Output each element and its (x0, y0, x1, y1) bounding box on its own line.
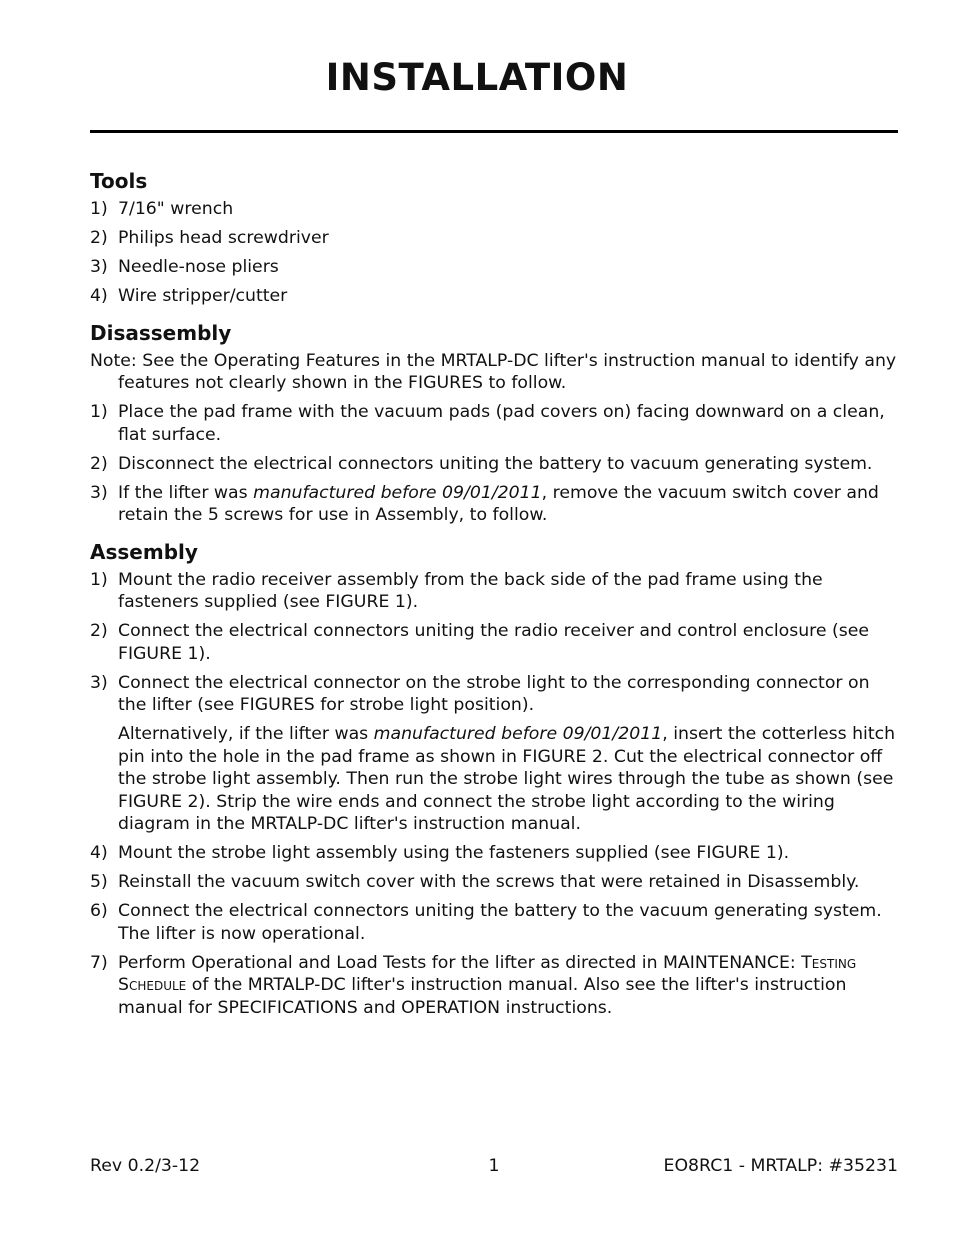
item-number: 3) (90, 257, 108, 277)
list-item (90, 453, 900, 476)
item-number: 7) (90, 952, 108, 973)
list-item (90, 672, 900, 836)
item-number: 2) (90, 228, 108, 248)
tools-list (90, 198, 900, 308)
alternative-paragraph (118, 723, 900, 836)
item-number: 6) (90, 901, 108, 921)
item-text: Connect the electrical connectors uniting the battery to the vacuum generating system. The lifter is now operational. (118, 901, 882, 944)
list-item (90, 482, 900, 527)
item-text: Disconnect the electrical connectors uniting the battery to vacuum generating system. (118, 453, 873, 474)
item-text: 7/16" wrench (118, 199, 234, 219)
item-text-italic: manufactured before 09/01/2011 (253, 482, 542, 503)
item-text-pre: If the lifter was (118, 482, 254, 503)
item-text: Reinstall the vacuum switch cover with the screws that were retained in Disassembly. (118, 872, 860, 892)
item-number: 5) (90, 872, 108, 892)
item-text-pre: Perform Operational and Load Tests for the lifter as directed in MAINTENANCE: (118, 952, 802, 973)
item-number: 1) (90, 199, 108, 219)
footer-document-id: EO8RC1 - MRTALP: #35231 (663, 1156, 898, 1176)
document-body (90, 170, 900, 1033)
item-text-post: of the MRTALP-DC lifter's instruction manual. Also see the lifter's instruction manual for SPECIFICATIONS and OPERATION instructions. (118, 975, 847, 1018)
assembly-section (90, 541, 900, 1020)
item-number: 1) (90, 569, 108, 590)
list-item (90, 842, 900, 865)
tools-section (90, 170, 900, 308)
list-item (90, 198, 900, 221)
list-item (90, 900, 900, 945)
item-text: Place the pad frame with the vacuum pads (pad covers on) facing downward on a clean, flat surface. (118, 402, 885, 445)
disassembly-note: Note: See the Operating Features in the MRTALP-DC lifter's instruction manual to identify any features not clearly shown in the FIGURES to follow. (90, 350, 897, 393)
list-item (90, 285, 900, 308)
alt-text-pre: Alternatively, if the lifter was (118, 724, 374, 744)
footer-revision: Rev 0.2/3-12 (90, 1156, 201, 1176)
list-item (90, 620, 900, 665)
list-item (90, 227, 900, 250)
item-text-post: , remove the vacuum switch cover and retain the 5 screws for use in Assembly, to follow. (118, 482, 879, 525)
alt-text-post: , insert the cotterless hitch pin into the hole in the pad frame as shown in FIGURE 2. Cut the electrical connector off the strobe light assembly. Then run the strobe light wires through the tube as shown (see FIGURE 2). Strip the wire ends and connect the strobe light according to the wiring diagram in the MRTALP-DC lifter's instruction manual. (118, 724, 896, 834)
disassembly-list (90, 401, 900, 527)
item-number: 2) (90, 621, 108, 641)
item-number: 3) (90, 482, 108, 503)
alt-text-italic: manufactured before 09/01/2011 (373, 724, 663, 744)
item-number: 3) (90, 672, 108, 693)
list-item (90, 256, 900, 279)
item-text: Mount the strobe light assembly using the fasteners supplied (see FIGURE 1). (118, 843, 790, 863)
item-number: 4) (90, 286, 108, 306)
list-item (90, 569, 900, 614)
item-number: 2) (90, 453, 108, 474)
item-text: Connect the electrical connector on the strobe light to the corresponding connector on the lifter (see FIGURES for strobe light position). (118, 672, 870, 715)
title-rule (90, 130, 898, 133)
list-item (90, 952, 900, 1020)
tools-heading: Tools (90, 169, 148, 193)
assembly-list (90, 569, 900, 1020)
item-number: 1) (90, 402, 108, 422)
disassembly-heading: Disassembly (90, 320, 232, 345)
item-text: Needle-nose pliers (118, 257, 279, 277)
item-text-smallcaps: Testing Schedule (118, 952, 857, 995)
list-item (90, 871, 900, 894)
item-number: 4) (90, 843, 108, 863)
list-item (90, 401, 900, 446)
item-text: Philips head screwdriver (118, 228, 329, 248)
disassembly-section (90, 322, 900, 527)
item-text: Connect the electrical connectors uniting the radio receiver and control enclosure (see FIGURE 1). (118, 621, 870, 664)
assembly-heading: Assembly (90, 539, 198, 564)
page-title: INSTALLATION (325, 56, 629, 99)
item-text: Wire stripper/cutter (118, 286, 288, 306)
footer-page-number: 1 (488, 1156, 500, 1176)
item-text: Mount the radio receiver assembly from the back side of the pad frame using the fasteners supplied (see FIGURE 1). (118, 569, 823, 612)
